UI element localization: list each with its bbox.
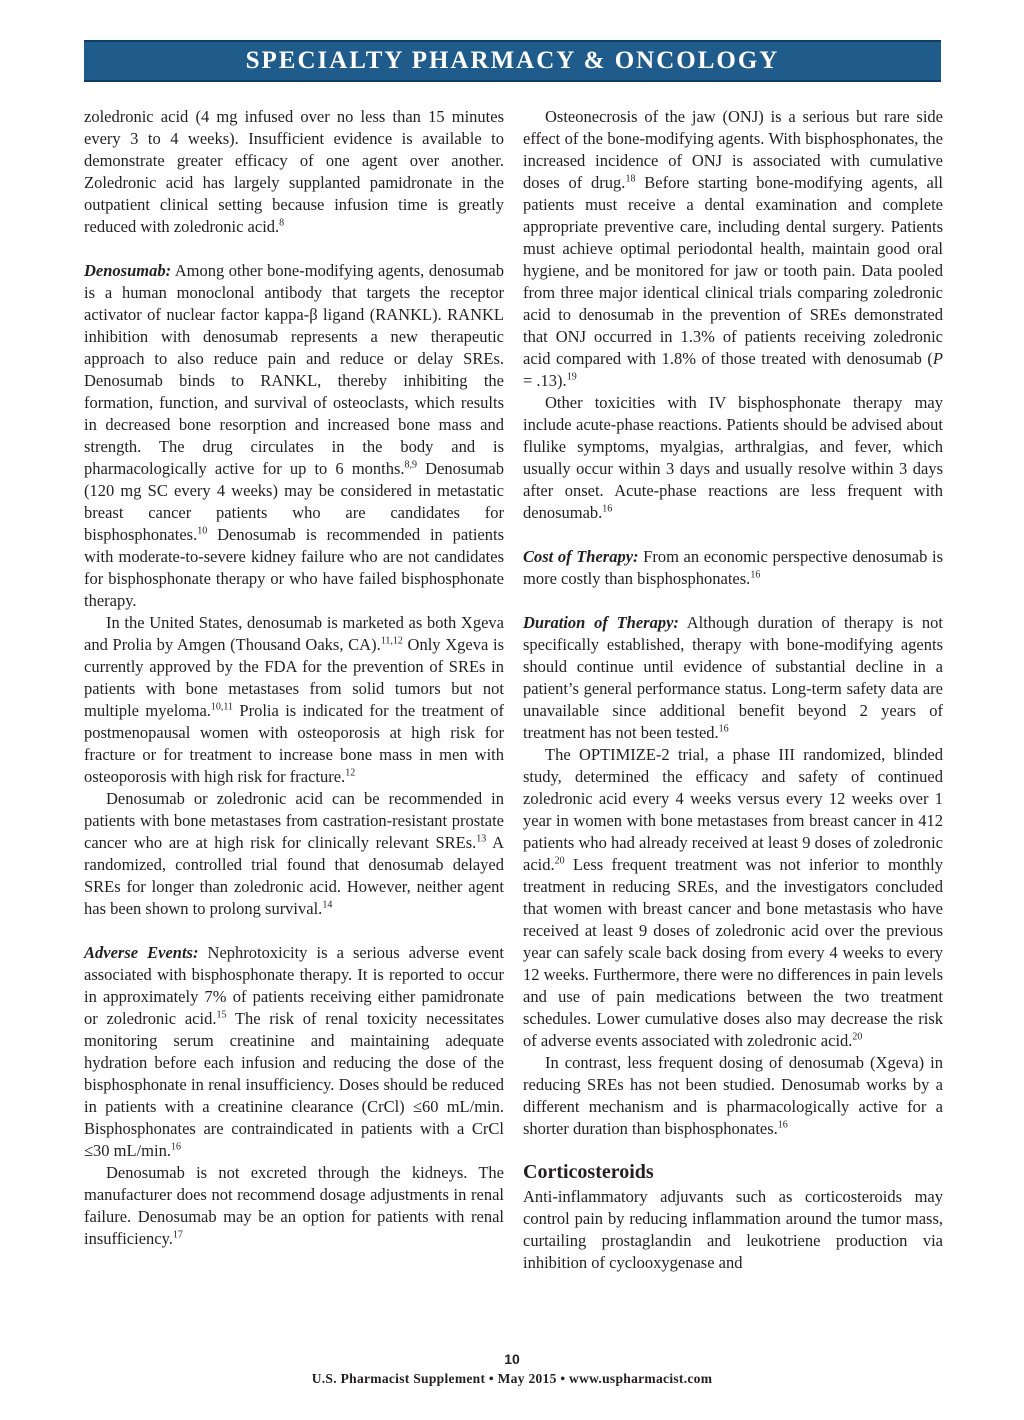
paragraph: Other toxicities with IV bisphosphonate therapy may include acute-phase reactions. Patients should be advised about flulike symptoms, myalgias, arthralgias, and fever, which usually occur within 3 days and usually resolve within 3 days after onset. Acute-phase reactions are less frequent with denosumab.$^{16}$ [523,393,943,522]
paragraph-denosumab: Denosumab: Among other bone-modifying agents, denosumab is a human monoclonal antibody that targets the receptor activator of nuclear factor kappa-β ligand (RANKL). RANKL inhibition with denosumab represents a new therapeutic approach to also reduce pain and reduce or delay SREs. Denosumab binds to RANKL, thereby inhibiting the formation, function, and survival of osteoclasts, which results in decreased bone resorption and increased bone mass and strength. The drug circulates in the body and is pharmacologically active for up to 6 months.$^{8,9}$ Denosumab (120 mg SC every 4 weeks) may be considered in metastatic breast cancer patients who are candidates for bisphosphonates.$^{10}$ Denosumab is recommended in patients with moderate-to-severe kidney failure who are not candidates for bisphosphonate therapy or who have failed bisphosphonate therapy. [84,261,504,610]
citation: 19 [566,371,577,383]
citation: 12 [345,767,356,779]
citation: 16 [750,569,761,581]
paragraph: The OPTIMIZE-2 trial, a phase III randomized, blinded study, determined the efficacy and safety of continued zoledronic acid every 4 weeks versus every 12 weeks over 1 year in women with bone metastases from breast cancer in 412 patients who had already received at least 9 doses of zoledronic acid.$^{20}$ Less frequent treatment was not inferior to monthly treatment in reducing SREs, and the investigators concluded that women with breast cancer and bone metastasis who have received at least 9 doses of zoledronic acid over the previous year can safely scale back dosing from every 4 weeks to every 12 weeks. Furthermore, there were no differences in pain levels and use of pain medications between the two treatment schedules. Lower cumulative doses also may decrease the risk of adverse events associated with zoledronic acid.$^{20}$ [523,745,943,1050]
citation: 14 [322,899,333,911]
run-in-heading: Adverse Events: [84,943,199,962]
paragraph-adverse-events: Adverse Events: Nephrotoxicity is a serious adverse event associated with bisphosphonate therapy. It is reported to occur in approximately 7% of patients receiving either pamidronate or zoledronic acid.$^{15}$ The risk of renal toxicity necessitates monitoring serum creatinine and maintaining adequate hydration before each infusion and reducing the dose of the bisphosphonate in renal insufficiency. Doses should be reduced in patients with a creatinine clearance (CrCl) ≤60 mL/min. Bisphosphonates are contraindicated in patients with a CrCl ≤30 mL/min.$^{16}$ [84,943,505,1160]
citation: 16 [777,1119,788,1131]
citation: 11,12 [380,635,403,647]
citation: 15 [216,1009,227,1021]
paragraph: In the United States, denosumab is marketed as both Xgeva and Prolia by Amgen (Thousand Oaks, CA).$^{11,12}$ Only Xgeva is currently approved by the FDA for the prevention of SREs in patients with bone metastases from solid tumors but not multiple myeloma.$^{10,11}$ Prolia is indicated for the treatment of postmenopausal women with osteoporosis at high risk for fracture or for treatment to increase bone mass in men with osteoporosis with high risk for fracture.$^{12}$ [84,613,504,786]
citation: 13 [476,833,487,845]
run-in-heading: Cost of Therapy: [523,547,639,566]
right-column [523,106,943,1274]
section-header-title: SPECIALTY PHARMACY & ONCOLOGY [245,47,780,74]
citation: 8,9 [404,459,418,471]
citation: 20 [554,855,565,867]
citation: 17 [172,1229,183,1241]
left-column [84,106,504,1250]
citation: 10 [197,525,208,537]
paragraph-duration-of-therapy: Duration of Therapy: Although duration of therapy is not specifically established, therapy with bone-modifying agents should continue until evidence of substantial decline in a patient’s general performance status. Long-term safety data are unavailable since additional benefit beyond 2 years of treatment has not been tested.$^{16}$ [523,613,943,742]
citation: 8 [279,217,285,229]
section-header-banner [84,40,941,82]
citation: 16 [602,503,613,515]
paragraph: In contrast, less frequent dosing of denosumab (Xgeva) in reducing SREs has not been studied. Denosumab works by a different mechanism and is pharmacologically active for a shorter duration than bisphosphonates.$^{16}$ [523,1053,943,1138]
page-number: 10 [504,1351,520,1367]
section-heading-corticosteroids: Corticosteroids [523,1161,654,1183]
citation: 10,11 [210,701,234,713]
footer-text: U.S. Pharmacist Supplement • May 2015 • www.uspharmacist.com [311,1371,713,1386]
run-in-heading: Duration of Therapy: [523,613,679,632]
paragraph: Denosumab is not excreted through the kidneys. The manufacturer does not recommend dosage adjustments in renal failure. Denosumab may be an option for patients with renal insufficiency.$^{17}$ [84,1163,504,1248]
paragraph: Denosumab or zoledronic acid can be recommended in patients with bone metastases from castration-resistant prostate cancer who are at high risk for clinically relevant SREs.$^{13}$ A randomized, controlled trial found that denosumab delayed SREs for longer than zoledronic acid. However, neither agent has been shown to prolong survival.$^{14}$ [84,789,504,918]
citation: 16 [718,723,729,735]
paragraph-cost-of-therapy: Cost of Therapy: From an economic perspective denosumab is more costly than bisphosphonates.$^{16}$ [523,547,943,588]
citation: 16 [170,1141,181,1153]
paragraph: Osteonecrosis of the jaw (ONJ) is a serious but rare side effect of the bone-modifying agents. With bisphosphonates, the increased incidence of ONJ is associated with cumulative doses of drug.$^{18}$ Before starting bone-modifying agents, all patients must receive a dental examination and complete appropriate preventive care, including dental surgery. Patients must achieve optimal periodontal health, maintain good oral hygiene, and be monitored for jaw or tooth pain. Data pooled from three major identical clinical trials comparing zoledronic acid to denosumab in the prevention of SREs demonstrated that ONJ occurred in 1.3% of patients receiving zoledronic acid compared with 1.8% of those treated with denosumab (P = .13).$^{19}$ [523,107,944,390]
citation: 20 [852,1031,863,1043]
run-in-heading: Denosumab: [84,261,172,280]
paragraph: zoledronic acid (4 mg infused over no less than 15 minutes every 3 to 4 weeks). Insufficient evidence is available to demonstrate greater efficacy of one agent over another. Zoledronic acid has largely supplanted pamidronate in the outpatient clinical setting because infusion time is greatly reduced with zoledronic acid.$^8$ [84,107,504,236]
paragraph: Anti-inflammatory adjuvants such as corticosteroids may control pain by reducing inflammation around the tumor mass, curtailing prostaglandin and leukotriene production via inhibition of cyclooxygenase and [523,1187,943,1272]
citation: 18 [625,173,636,185]
